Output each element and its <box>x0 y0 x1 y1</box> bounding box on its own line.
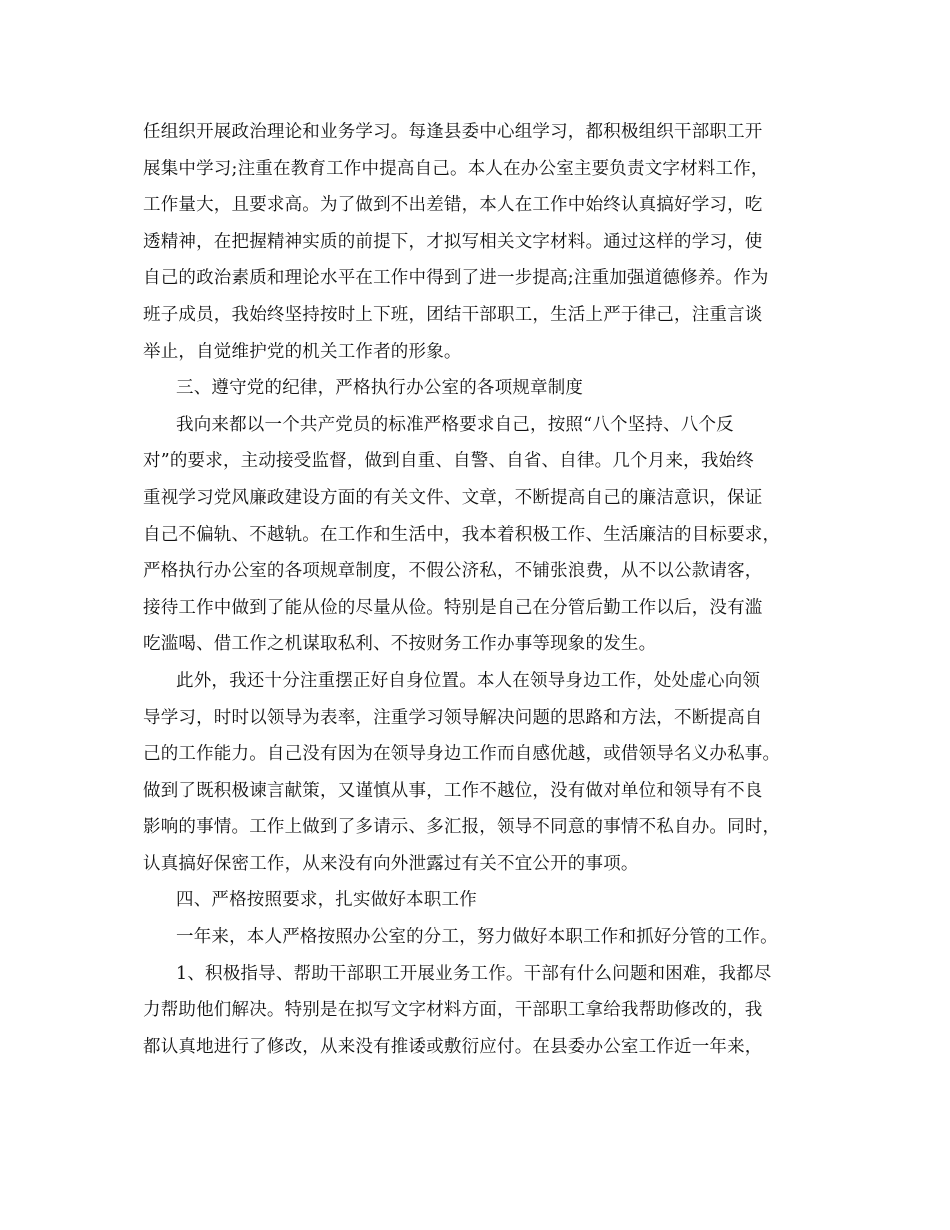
text-line: 自己的政治素质和理论水平在工作中得到了进一步提高;注重加强道德修养。作为 <box>143 268 769 289</box>
text-line: 吃滥喝、借工作之机谋取私利、不按财务工作办事等现象的发生。 <box>143 634 657 655</box>
text-line: 透精神，在把握精神实质的前提下，才拟写相关文字材料。通过这样的学习，使 <box>143 231 763 252</box>
text-line: 做到了既积极谏言献策，又谨慎从事，工作不越位，没有做对单位和领导有不良 <box>143 780 763 801</box>
document-body <box>143 114 808 1065</box>
text-line: 重视学习党风廉政建设方面的有关文件、文章，不断提高自己的廉洁意识，保证 <box>143 487 763 508</box>
text-line: 一年来，本人严格按照办公室的分工，努力做好本职工作和抓好分管的工作。 <box>176 927 778 948</box>
text-line: 工作量大，且要求高。为了做到不出差错，本人在工作中始终认真搞好学习，吃 <box>143 195 763 216</box>
section-heading: 三、遵守党的纪律，严格执行办公室的各项规章制度 <box>176 378 584 399</box>
section-heading: 四、严格按照要求，扎实做好本职工作 <box>176 890 477 911</box>
text-line: 展集中学习;注重在教育工作中提高自己。本人在办公室主要负责文字材料工作， <box>143 158 769 179</box>
text-line: 自己不偏轨、不越轨。在工作和生活中，我本着积极工作、生活廉洁的目标要求， <box>143 524 781 545</box>
text-line: 此外，我还十分注重摆正好自身位置。本人在领导身边工作，处处虚心向领 <box>176 670 761 691</box>
text-line: 影响的事情。工作上做到了多请示、多汇报，领导不同意的事情不私自办。同时， <box>143 817 781 838</box>
text-line: 我向来都以一个共产党员的标准严格要求自己，按照“八个坚持、八个反 <box>176 414 734 435</box>
text-line: 任组织开展政治理论和业务学习。每逢县委中心组学习，都积极组织干部职工开 <box>143 122 763 142</box>
text-line: 1、积极指导、帮助干部职工开展业务工作。干部有什么问题和困难，我都尽 <box>176 963 772 984</box>
text-line: 举止，自觉维护党的机关工作者的形象。 <box>143 341 462 362</box>
text-line: 接待工作中做到了能从俭的尽量从俭。特别是自己在分管后勤工作以后，没有滥 <box>143 597 763 618</box>
text-line: 力帮助他们解决。特别是在拟写文字材料方面，干部职工拿给我帮助修改的，我 <box>143 1000 763 1021</box>
text-line: 都认真地进行了修改，从来没有推诿或敷衍应付。在县委办公室工作近一年来， <box>143 1036 763 1057</box>
text-line: 对”的要求，主动接受监督，做到自重、自警、自省、自律。几个月来，我始终 <box>143 451 754 472</box>
text-line: 班子成员，我始终坚持按时上下班，团结干部职工，生活上严于律己，注重言谈 <box>143 304 763 325</box>
text-line: 严格执行办公室的各项规章制度，不假公济私，不铺张浪费，从不以公款请客， <box>143 561 763 582</box>
text-line: 己的工作能力。自己没有因为在领导身边工作而自感优越，或借领导名义办私事。 <box>143 744 781 765</box>
text-line: 认真搞好保密工作，从来没有向外泄露过有关不宜公开的事项。 <box>143 853 639 874</box>
text-line: 导学习，时时以领导为表率，注重学习领导解决问题的思路和方法，不断提高自 <box>143 707 763 728</box>
